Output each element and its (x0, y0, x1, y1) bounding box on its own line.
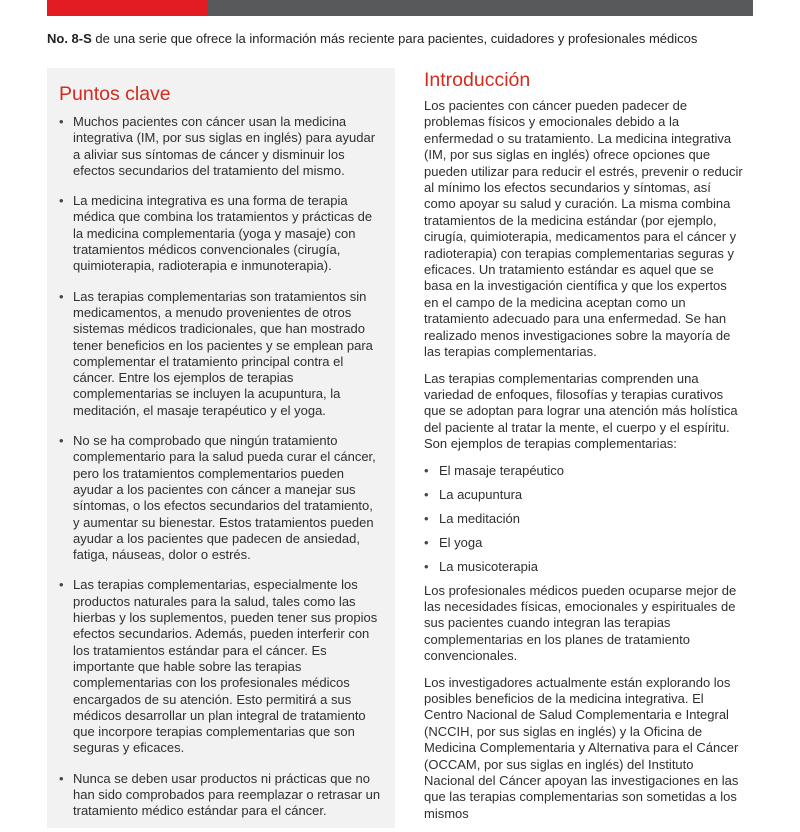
key-point-item (59, 433, 381, 563)
therapy-example-item (424, 511, 744, 527)
key-points-box (47, 68, 395, 828)
introduction-section (424, 68, 744, 832)
intro-paragraph-3: Los profesionales médicos pueden ocuparse mejor de las necesidades físicas, emocionales y espirituales de sus pacientes cuando integran las terapias complementarias en los planes de tratamiento convencionales. (424, 582, 737, 664)
key-point-text: Las terapias complementarias son tratamientos sin medicamentos, a menudo provenientes de otros sistemas médicos tradicionales, que han mostrado tener beneficios en los pacientes y se emplean para complementar el tratamiento principal contra el cáncer. Entre los ejemplos de terapias complementarias se incluyen la acupuntura, la meditación, el masaje terapéutico y el yoga. (73, 288, 373, 418)
series-text: de una serie que ofrece la información más reciente para pacientes, cuidadores y profesionales médicos (91, 31, 698, 46)
bullet-icon: • (424, 462, 429, 478)
bullet-icon: • (424, 510, 429, 526)
key-point-text: La medicina integrativa es una forma de terapia médica que combina los tratamientos y prácticas de la medicina complementaria (yoga y masaje) con tratamientos médicos convencionales (cirugía, quimioterapia, radioterapia e inmunoterapia). (73, 193, 373, 274)
bullet-icon: • (59, 770, 64, 786)
bullet-icon: • (59, 114, 64, 129)
key-points-title: Puntos clave (59, 83, 171, 105)
key-points-list (59, 114, 381, 820)
therapy-example-text: La musicoterapia (439, 558, 538, 574)
key-point-item (59, 114, 381, 179)
bullet-icon: • (59, 433, 64, 449)
bullet-icon: • (424, 558, 429, 574)
bullet-icon: • (59, 193, 64, 209)
key-point-item (59, 289, 381, 419)
key-point-text: No se ha comprobado que ningún tratamiento complementario para la salud pueda curar el cáncer, pero los tratamientos complementarios pueden ayudar a los pacientes con cáncer a manejar sus síntomas, o los efectos secundarios del tratamiento, y aumentar su bienestar. Estos tratamientos pueden ayudar a los pacientes que padecen de ansiedad, fatiga, náuseas, dolor o estrés. (73, 433, 376, 563)
bullet-icon: • (424, 534, 429, 550)
header-bar (207, 0, 753, 16)
key-point-text: Nunca se deben usar productos ni prácticas que no han sido comprobados para reemplazar o retrasar un tratamiento médico estándar para el cáncer. (73, 770, 381, 819)
key-point-item (59, 771, 381, 820)
therapy-examples-list (424, 463, 744, 575)
therapy-example-item (424, 535, 744, 551)
therapy-example-item (424, 487, 744, 503)
bullet-icon: • (424, 486, 429, 502)
key-point-item (59, 577, 381, 756)
series-number: No. 8-S (47, 31, 92, 46)
therapy-example-text: La acupuntura (439, 486, 523, 502)
therapy-example-text: La meditación (439, 510, 520, 526)
intro-paragraph-2: Las terapias complementarias comprenden una variedad de enfoques, filosofías y terapias curativos que se adoptan para lograr una atención más holística del paciente al tratar la mente, el cuerpo y el espíritu. Son ejemplos de terapias complementarias: (424, 370, 738, 452)
series-description (47, 30, 767, 48)
introduction-title: Introducción (424, 69, 531, 91)
intro-paragraph-4: Los investigadores actualmente están explorando los posibles beneficios de la medicina integrativa. El Centro Nacional de Salud Complementaria e Integral (NCCIH, por sus siglas en inglés) y la Oficina de Medicina Complementaria y Alternativa para el Cáncer (OCCAM, por sus siglas en inglés) del Instituto Nacional del Cáncer apoyan las investigaciones en las que las terapias complementarias son sometidas a los mismos (424, 674, 739, 821)
key-point-item (59, 193, 381, 274)
key-point-text: Muchos pacientes con cáncer usan la medicina integrativa (IM, por sus siglas en inglés) para ayudar a aliviar sus síntomas de cáncer y disminuir los efectos secundarios del tratamiento del mismo. (73, 114, 376, 178)
therapy-example-text: El yoga (439, 534, 483, 550)
header-accent-bar (47, 0, 207, 16)
bullet-icon: • (59, 288, 64, 304)
bullet-icon: • (59, 577, 64, 593)
key-point-text: Las terapias complementarias, especialmente los productos naturales para la salud, tales como las hierbas y los suplementos, pueden tener sus propios efectos secundarios. Además, pueden interferir con los tratamientos estándar para el cáncer. Es importante que hable sobre las terapias complementarias con los profesionales médicos encargados de su atención. Esto permitirá a sus médicos desarrollar un plan integral de tratamiento que incorpore terapias complementarias que son seguras y eficaces. (73, 577, 378, 756)
therapy-example-item (424, 463, 744, 479)
therapy-example-item (424, 559, 744, 575)
intro-paragraph-1: Los pacientes con cáncer pueden padecer de problemas físicos y emocionales debido a la enfermedad o su tratamiento. La medicina integrativa (IM, por sus siglas en inglés) ofrece opciones que pueden utilizar para reducir el estrés, prevenir o reducir al mínimo los efectos secundarios y síntomas, así como apoyar su salud y curación. La misma combina tratamientos de la medicina estándar (por ejemplo, cirugía, quimioterapia, medicamentos para el cáncer y radioterapia) con terapias complementarias seguras y eficaces. Un tratamiento estándar es aquel que se basa en la investigación científica y que los expertos en el campo de la medicina aceptan como un tratamiento adecuado para una enfermedad. Se han realizado menos investigaciones sobre la mayoría de las terapias complementarias. (424, 98, 743, 360)
therapy-example-text: El masaje terapéutico (439, 462, 565, 478)
